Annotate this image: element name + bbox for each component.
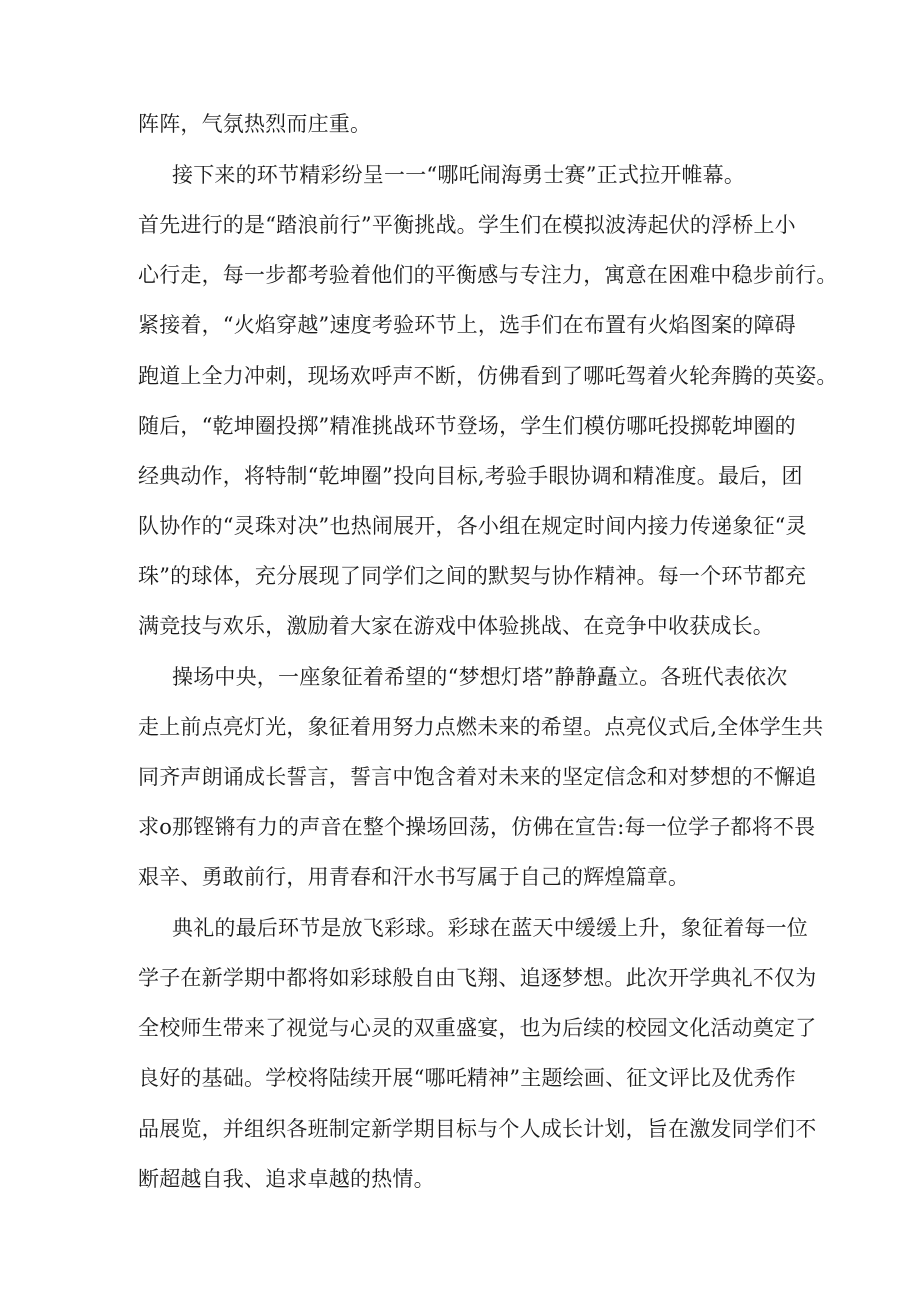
- paragraph-first-line: 接下来的环节精彩纷呈一一“哪吒闹海勇士赛”正式拉开帷幕。: [172, 163, 746, 187]
- paragraph-first-line: 操场中央，一座象征着希望的“梦想灯塔”静静矗立。各班代表依次: [172, 665, 788, 689]
- text-line: 走上前点亮灯光，象征着用努力点燃未来的希望。点亮仪式后,全体学生共: [138, 715, 824, 739]
- text-line: 经典动作，将特制“乾坤圈”投向目标,考验手眼协调和精准度。最后，团: [138, 464, 803, 488]
- paragraph-first-line: 典礼的最后环节是放飞彩球。彩球在蓝天中缓缓上升，象征着每一位: [172, 916, 808, 940]
- text-line: 首先进行的是“踏浪前行”平衡挑战。学生们在模拟波涛起伏的浮桥上小: [138, 213, 796, 237]
- text-line: 品展览，并组织各班制定新学期目标与个人成长计划，旨在激发同学们不: [138, 1117, 817, 1141]
- text-line: 紧接着，“火焰穿越”速度考验环节上，选手们在布置有火焰图案的障碍: [138, 313, 796, 337]
- text-line: 珠”的球体，充分展现了同学们之间的默契与协作精神。每一个环节都充: [138, 564, 807, 588]
- text-line: 求o那铿锵有力的声音在整个操场回荡，仿佛在宣告:每一位学子都将不畏: [138, 815, 816, 839]
- text-line: 同齐声朗诵成长誓言，誓言中饱含着对未来的坚定信念和对梦想的不懈追: [138, 765, 817, 789]
- text-line: 学子在新学期中都将如彩球般自由飞翔、追逐梦想。此次开学典礼不仅为: [138, 966, 817, 990]
- text-line: 艰辛、勇敢前行，用青春和汗水书写属于自己的辉煌篇章。: [138, 865, 690, 889]
- text-line: 队协作的“灵珠对决”也热闹展开，各小组在规定时间内接力传递象征“灵: [138, 514, 807, 538]
- text-line: 心行走，每一步都考验着他们的平衡感与专注力，寓意在困难中稳步前行。: [138, 263, 838, 287]
- text-line: 跑道上全力冲刺，现场欢呼声不断，仿佛看到了哪吒驾着火轮奔腾的英姿。: [138, 364, 838, 388]
- text-line: 全校师生带来了视觉与心灵的双重盛宴，也为后续的校园文化活动奠定了: [138, 1016, 817, 1040]
- text-line: 良好的基础。学校将陆续开展“哪吒精神”主题绘画、征文评比及优秀作: [138, 1066, 796, 1090]
- text-line: 阵阵，气氛热烈而庄重。: [138, 112, 372, 136]
- text-line: 随后，“乾坤圈投掷”精准挑战环节登场，学生们模仿哪吒投掷乾坤圈的: [138, 414, 796, 438]
- text-line: 断超越自我、追求卓越的热情。: [138, 1167, 435, 1191]
- text-line: 满竞技与欢乐，激励着大家在游戏中体验挑战、在竞争中收获成长。: [138, 614, 774, 638]
